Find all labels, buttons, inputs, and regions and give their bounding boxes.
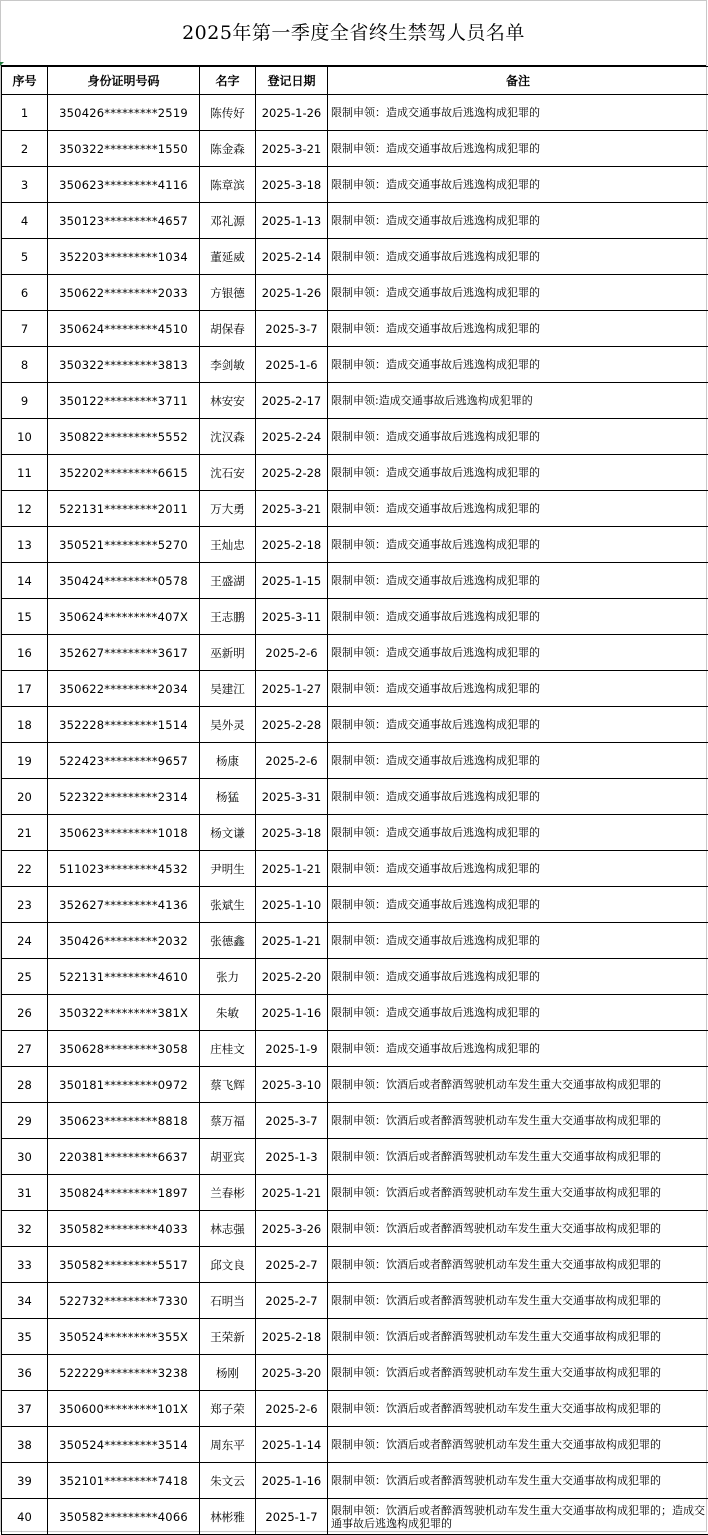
date-cell: 2025-2-18 <box>256 1319 328 1355</box>
remark-cell: 限制申领：造成交通事故后逃逸构成犯罪的 <box>328 743 708 779</box>
serial-cell: 22 <box>2 851 48 887</box>
table-row <box>2 779 708 815</box>
date-cell: 2025-3-10 <box>256 1067 328 1103</box>
serial-cell: 20 <box>2 779 48 815</box>
name-cell: 胡亚宾 <box>200 1139 256 1175</box>
id-number-cell: 352101*********7418 <box>48 1463 200 1499</box>
name-cell: 董延威 <box>200 239 256 275</box>
remark-cell: 限制申领：造成交通事故后逃逸构成犯罪的 <box>328 1031 708 1067</box>
id-number-cell: 350521*********5270 <box>48 527 200 563</box>
name-cell: 林志强 <box>200 1211 256 1247</box>
id-number-cell: 350181*********0972 <box>48 1067 200 1103</box>
name-cell: 巫新明 <box>200 635 256 671</box>
serial-cell: 26 <box>2 995 48 1031</box>
remark-cell: 限制申领：饮酒后或者醉酒驾驶机动车发生重大交通事故构成犯罪的 <box>328 1139 708 1175</box>
id-number-cell: 350822*********5552 <box>48 419 200 455</box>
serial-cell: 7 <box>2 311 48 347</box>
id-number-cell: 350524*********3514 <box>48 1427 200 1463</box>
table-row <box>2 1103 708 1139</box>
serial-cell: 39 <box>2 1463 48 1499</box>
serial-cell: 35 <box>2 1319 48 1355</box>
remark-cell: 限制申领：饮酒后或者醉酒驾驶机动车发生重大交通事故构成犯罪的 <box>328 1103 708 1139</box>
name-cell: 王荣新 <box>200 1319 256 1355</box>
serial-cell: 27 <box>2 1031 48 1067</box>
table-row <box>2 599 708 635</box>
date-cell: 2025-2-28 <box>256 455 328 491</box>
date-cell: 2025-1-21 <box>256 923 328 959</box>
serial-cell: 24 <box>2 923 48 959</box>
table-row <box>2 851 708 887</box>
date-cell: 2025-1-15 <box>256 563 328 599</box>
table-row <box>2 1139 708 1175</box>
remark-cell: 限制申领：造成交通事故后逃逸构成犯罪的 <box>328 887 708 923</box>
name-cell: 朱文云 <box>200 1463 256 1499</box>
header-registration-date: 登记日期 <box>256 67 328 95</box>
name-cell: 蔡万福 <box>200 1103 256 1139</box>
name-cell: 杨猛 <box>200 779 256 815</box>
id-number-cell: 350624*********407X <box>48 599 200 635</box>
remark-cell: 限制申领：造成交通事故后逃逸构成犯罪的 <box>328 959 708 995</box>
table-row <box>2 95 708 131</box>
serial-cell: 38 <box>2 1427 48 1463</box>
serial-cell: 19 <box>2 743 48 779</box>
date-cell: 2025-2-24 <box>256 419 328 455</box>
serial-cell: 15 <box>2 599 48 635</box>
serial-cell: 29 <box>2 1103 48 1139</box>
name-cell: 王志鹏 <box>200 599 256 635</box>
table-row <box>2 1175 708 1211</box>
date-cell: 2025-3-20 <box>256 1355 328 1391</box>
serial-cell: 5 <box>2 239 48 275</box>
name-cell: 杨刚 <box>200 1355 256 1391</box>
date-cell: 2025-2-7 <box>256 1283 328 1319</box>
serial-cell: 9 <box>2 383 48 419</box>
table-row <box>2 995 708 1031</box>
roster-table <box>1 66 708 1535</box>
serial-cell: 37 <box>2 1391 48 1427</box>
date-cell: 2025-1-13 <box>256 203 328 239</box>
serial-cell: 28 <box>2 1067 48 1103</box>
name-cell: 陈章滨 <box>200 167 256 203</box>
id-number-cell: 350123*********4657 <box>48 203 200 239</box>
remark-cell: 限制申领：造成交通事故后逃逸构成犯罪的 <box>328 347 708 383</box>
serial-cell: 4 <box>2 203 48 239</box>
table-row <box>2 1463 708 1499</box>
serial-cell: 21 <box>2 815 48 851</box>
id-number-cell: 350582*********5517 <box>48 1247 200 1283</box>
id-number-cell: 350322*********1550 <box>48 131 200 167</box>
id-number-cell: 220381*********6637 <box>48 1139 200 1175</box>
serial-cell: 31 <box>2 1175 48 1211</box>
serial-cell: 25 <box>2 959 48 995</box>
name-cell: 朱敏 <box>200 995 256 1031</box>
date-cell: 2025-2-6 <box>256 635 328 671</box>
date-cell: 2025-3-18 <box>256 167 328 203</box>
table-row <box>2 1283 708 1319</box>
table-row <box>2 131 708 167</box>
date-cell: 2025-3-7 <box>256 1103 328 1139</box>
table-row <box>2 1211 708 1247</box>
name-cell: 沈石安 <box>200 455 256 491</box>
id-number-cell: 350622*********2033 <box>48 275 200 311</box>
remark-cell: 限制申领：饮酒后或者醉酒驾驶机动车发生重大交通事故构成犯罪的；造成交通事故后逃逸构成犯罪的 <box>328 1499 708 1535</box>
date-cell: 2025-3-21 <box>256 491 328 527</box>
id-number-cell: 350322*********381X <box>48 995 200 1031</box>
remark-cell: 限制申领：造成交通事故后逃逸构成犯罪的 <box>328 635 708 671</box>
serial-cell: 12 <box>2 491 48 527</box>
date-cell: 2025-2-18 <box>256 527 328 563</box>
id-number-cell: 350628*********3058 <box>48 1031 200 1067</box>
id-number-cell: 350426*********2032 <box>48 923 200 959</box>
remark-cell: 限制申领：饮酒后或者醉酒驾驶机动车发生重大交通事故构成犯罪的 <box>328 1391 708 1427</box>
serial-cell: 17 <box>2 671 48 707</box>
remark-cell: 限制申领：造成交通事故后逃逸构成犯罪的 <box>328 419 708 455</box>
date-cell: 2025-1-16 <box>256 1463 328 1499</box>
date-cell: 2025-1-7 <box>256 1499 328 1535</box>
name-cell: 方银德 <box>200 275 256 311</box>
date-cell: 2025-2-28 <box>256 707 328 743</box>
serial-cell: 23 <box>2 887 48 923</box>
name-cell: 王灿忠 <box>200 527 256 563</box>
serial-cell: 16 <box>2 635 48 671</box>
id-number-cell: 352627*********3617 <box>48 635 200 671</box>
table-row <box>2 923 708 959</box>
date-cell: 2025-1-16 <box>256 995 328 1031</box>
date-cell: 2025-2-20 <box>256 959 328 995</box>
serial-cell: 13 <box>2 527 48 563</box>
date-cell: 2025-1-6 <box>256 347 328 383</box>
name-cell: 吴外灵 <box>200 707 256 743</box>
date-cell: 2025-1-14 <box>256 1427 328 1463</box>
id-number-cell: 350122*********3711 <box>48 383 200 419</box>
date-cell: 2025-2-14 <box>256 239 328 275</box>
remark-cell: 限制申领：造成交通事故后逃逸构成犯罪的 <box>328 491 708 527</box>
remark-cell: 限制申领：造成交通事故后逃逸构成犯罪的 <box>328 815 708 851</box>
serial-cell: 32 <box>2 1211 48 1247</box>
table-row <box>2 815 708 851</box>
name-cell: 周东平 <box>200 1427 256 1463</box>
name-cell: 蔡飞辉 <box>200 1067 256 1103</box>
table-row <box>2 671 708 707</box>
table-row <box>2 527 708 563</box>
name-cell: 兰春彬 <box>200 1175 256 1211</box>
id-number-cell: 350623*********1018 <box>48 815 200 851</box>
remark-cell: 限制申领：造成交通事故后逃逸构成犯罪的 <box>328 851 708 887</box>
remark-cell: 限制申领：饮酒后或者醉酒驾驶机动车发生重大交通事故构成犯罪的 <box>328 1067 708 1103</box>
remark-cell: 限制申领：饮酒后或者醉酒驾驶机动车发生重大交通事故构成犯罪的 <box>328 1247 708 1283</box>
date-cell: 2025-2-6 <box>256 1391 328 1427</box>
page-title: 2025年第一季度全省终生禁驾人员名单 <box>1 1 706 66</box>
table-row <box>2 383 708 419</box>
table-row <box>2 347 708 383</box>
name-cell: 陈金森 <box>200 131 256 167</box>
id-number-cell: 350426*********2519 <box>48 95 200 131</box>
serial-cell: 6 <box>2 275 48 311</box>
remark-cell: 限制申领：饮酒后或者醉酒驾驶机动车发生重大交通事故构成犯罪的 <box>328 1211 708 1247</box>
remark-cell: 限制申领：造成交通事故后逃逸构成犯罪的 <box>328 455 708 491</box>
remark-cell: 限制申领:造成交通事故后逃逸构成犯罪的 <box>328 383 708 419</box>
name-cell: 张斌生 <box>200 887 256 923</box>
remark-cell: 限制申领：饮酒后或者醉酒驾驶机动车发生重大交通事故构成犯罪的 <box>328 1283 708 1319</box>
table-row <box>2 1247 708 1283</box>
id-number-cell: 522732*********7330 <box>48 1283 200 1319</box>
name-cell: 王盛湖 <box>200 563 256 599</box>
id-number-cell: 350424*********0578 <box>48 563 200 599</box>
name-cell: 万大勇 <box>200 491 256 527</box>
date-cell: 2025-2-17 <box>256 383 328 419</box>
date-cell: 2025-2-6 <box>256 743 328 779</box>
table-row <box>2 707 708 743</box>
table-row <box>2 1355 708 1391</box>
header-name: 名字 <box>200 67 256 95</box>
serial-cell: 11 <box>2 455 48 491</box>
remark-cell: 限制申领：造成交通事故后逃逸构成犯罪的 <box>328 95 708 131</box>
date-cell: 2025-1-21 <box>256 1175 328 1211</box>
date-cell: 2025-1-26 <box>256 275 328 311</box>
remark-cell: 限制申领：造成交通事故后逃逸构成犯罪的 <box>328 671 708 707</box>
id-number-cell: 352203*********1034 <box>48 239 200 275</box>
header-remarks: 备注 <box>328 67 708 95</box>
id-number-cell: 352627*********4136 <box>48 887 200 923</box>
remark-cell: 限制申领：造成交通事故后逃逸构成犯罪的 <box>328 707 708 743</box>
remark-cell: 限制申领：造成交通事故后逃逸构成犯罪的 <box>328 599 708 635</box>
date-cell: 2025-3-11 <box>256 599 328 635</box>
serial-cell: 40 <box>2 1499 48 1535</box>
date-cell: 2025-3-7 <box>256 311 328 347</box>
remark-cell: 限制申领：造成交通事故后逃逸构成犯罪的 <box>328 131 708 167</box>
remark-cell: 限制申领：造成交通事故后逃逸构成犯罪的 <box>328 995 708 1031</box>
date-cell: 2025-1-9 <box>256 1031 328 1067</box>
table-row <box>2 1319 708 1355</box>
id-number-cell: 352228*********1514 <box>48 707 200 743</box>
id-number-cell: 350600*********101X <box>48 1391 200 1427</box>
name-cell: 杨文谦 <box>200 815 256 851</box>
serial-cell: 36 <box>2 1355 48 1391</box>
id-number-cell: 522131*********2011 <box>48 491 200 527</box>
name-cell: 邓礼源 <box>200 203 256 239</box>
table-row <box>2 311 708 347</box>
name-cell: 陈传好 <box>200 95 256 131</box>
table-row <box>2 239 708 275</box>
id-number-cell: 352202*********6615 <box>48 455 200 491</box>
table-header-row <box>2 67 708 95</box>
serial-cell: 33 <box>2 1247 48 1283</box>
table-row <box>2 1031 708 1067</box>
name-cell: 林彬雅 <box>200 1499 256 1535</box>
remark-cell: 限制申领：造成交通事故后逃逸构成犯罪的 <box>328 311 708 347</box>
remark-cell: 限制申领：造成交通事故后逃逸构成犯罪的 <box>328 563 708 599</box>
date-cell: 2025-1-3 <box>256 1139 328 1175</box>
cell-corner-marker <box>0 62 4 66</box>
remark-cell: 限制申领：造成交通事故后逃逸构成犯罪的 <box>328 923 708 959</box>
table-row <box>2 563 708 599</box>
table-row <box>2 635 708 671</box>
header-id-number: 身份证明号码 <box>48 67 200 95</box>
date-cell: 2025-3-26 <box>256 1211 328 1247</box>
remark-cell: 限制申领：造成交通事故后逃逸构成犯罪的 <box>328 167 708 203</box>
table-row <box>2 167 708 203</box>
serial-cell: 3 <box>2 167 48 203</box>
name-cell: 庄桂文 <box>200 1031 256 1067</box>
name-cell: 沈汉森 <box>200 419 256 455</box>
remark-cell: 限制申领：造成交通事故后逃逸构成犯罪的 <box>328 275 708 311</box>
id-number-cell: 350582*********4066 <box>48 1499 200 1535</box>
table-row <box>2 887 708 923</box>
name-cell: 吴建江 <box>200 671 256 707</box>
table-row <box>2 743 708 779</box>
name-cell: 胡保春 <box>200 311 256 347</box>
remark-cell: 限制申领：造成交通事故后逃逸构成犯罪的 <box>328 239 708 275</box>
date-cell: 2025-3-18 <box>256 815 328 851</box>
serial-cell: 18 <box>2 707 48 743</box>
table-row <box>2 203 708 239</box>
serial-cell: 1 <box>2 95 48 131</box>
date-cell: 2025-1-26 <box>256 95 328 131</box>
serial-cell: 8 <box>2 347 48 383</box>
id-number-cell: 522322*********2314 <box>48 779 200 815</box>
id-number-cell: 511023*********4532 <box>48 851 200 887</box>
date-cell: 2025-2-7 <box>256 1247 328 1283</box>
id-number-cell: 522229*********3238 <box>48 1355 200 1391</box>
date-cell: 2025-3-31 <box>256 779 328 815</box>
table-row <box>2 1499 708 1535</box>
name-cell: 张德鑫 <box>200 923 256 959</box>
id-number-cell: 522423*********9657 <box>48 743 200 779</box>
id-number-cell: 522131*********4610 <box>48 959 200 995</box>
serial-cell: 34 <box>2 1283 48 1319</box>
name-cell: 邱文良 <box>200 1247 256 1283</box>
table-row <box>2 1391 708 1427</box>
name-cell: 郑子荣 <box>200 1391 256 1427</box>
table-row <box>2 1067 708 1103</box>
remark-cell: 限制申领：造成交通事故后逃逸构成犯罪的 <box>328 779 708 815</box>
serial-cell: 30 <box>2 1139 48 1175</box>
name-cell: 李剑敏 <box>200 347 256 383</box>
name-cell: 林安安 <box>200 383 256 419</box>
date-cell: 2025-3-21 <box>256 131 328 167</box>
table-row <box>2 275 708 311</box>
table-row <box>2 1427 708 1463</box>
date-cell: 2025-1-10 <box>256 887 328 923</box>
remark-cell: 限制申领：造成交通事故后逃逸构成犯罪的 <box>328 203 708 239</box>
date-cell: 2025-1-21 <box>256 851 328 887</box>
serial-cell: 2 <box>2 131 48 167</box>
table-row <box>2 491 708 527</box>
id-number-cell: 350624*********4510 <box>48 311 200 347</box>
id-number-cell: 350322*********3813 <box>48 347 200 383</box>
id-number-cell: 350622*********2034 <box>48 671 200 707</box>
name-cell: 尹明生 <box>200 851 256 887</box>
serial-cell: 14 <box>2 563 48 599</box>
id-number-cell: 350582*********4033 <box>48 1211 200 1247</box>
header-serial-number: 序号 <box>2 67 48 95</box>
id-number-cell: 350824*********1897 <box>48 1175 200 1211</box>
table-row <box>2 959 708 995</box>
remark-cell: 限制申领：饮酒后或者醉酒驾驶机动车发生重大交通事故构成犯罪的 <box>328 1319 708 1355</box>
name-cell: 杨康 <box>200 743 256 779</box>
date-cell: 2025-1-27 <box>256 671 328 707</box>
name-cell: 张力 <box>200 959 256 995</box>
table-row <box>2 455 708 491</box>
remark-cell: 限制申领：饮酒后或者醉酒驾驶机动车发生重大交通事故构成犯罪的 <box>328 1355 708 1391</box>
remark-cell: 限制申领：饮酒后或者醉酒驾驶机动车发生重大交通事故构成犯罪的 <box>328 1427 708 1463</box>
remark-cell: 限制申领：造成交通事故后逃逸构成犯罪的 <box>328 527 708 563</box>
remark-cell: 限制申领：饮酒后或者醉酒驾驶机动车发生重大交通事故构成犯罪的 <box>328 1175 708 1211</box>
id-number-cell: 350623*********8818 <box>48 1103 200 1139</box>
remark-cell: 限制申领：饮酒后或者醉酒驾驶机动车发生重大交通事故构成犯罪的 <box>328 1463 708 1499</box>
serial-cell: 10 <box>2 419 48 455</box>
table-body <box>2 95 708 1535</box>
id-number-cell: 350524*********355X <box>48 1319 200 1355</box>
name-cell: 石明当 <box>200 1283 256 1319</box>
id-number-cell: 350623*********4116 <box>48 167 200 203</box>
table-row <box>2 419 708 455</box>
